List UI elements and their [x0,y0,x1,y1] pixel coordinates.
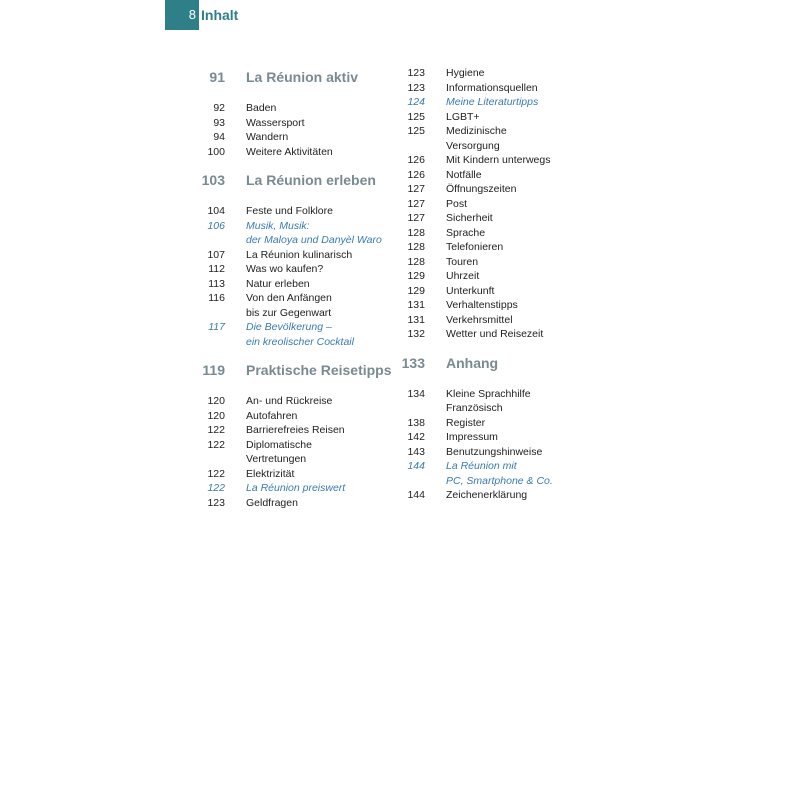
toc-feature-entry[interactable] [398,95,588,110]
toc-entry[interactable] [198,496,388,511]
toc-feature-entry[interactable] [198,481,388,496]
toc-feature-entry[interactable] [198,335,388,350]
toc-entry-title: Unterkunft [446,284,495,297]
toc-feature-entry[interactable] [398,459,588,474]
toc-feature-entry[interactable] [198,233,388,248]
toc-page-number: 120 [207,395,225,407]
toc-entry[interactable] [198,409,388,424]
toc-page-number: 122 [207,467,225,480]
toc-section-heading[interactable] [398,354,588,373]
toc-entry[interactable] [398,401,588,416]
toc-entry-title: Von den Anfängen [246,292,332,304]
toc-entry-title: Post [446,197,468,210]
toc-page-number [198,452,225,467]
toc-entry[interactable] [398,416,588,431]
toc-page-number: 144 [407,460,425,472]
toc-page-number: 144 [407,489,425,501]
toc-right-column [398,66,588,503]
toc-page-number: 128 [407,226,425,239]
page-number: 8 [188,7,196,22]
toc-page-number: 126 [407,154,425,166]
toc-page-number: 123 [407,81,425,94]
toc-entry-title: Touren [446,255,479,268]
toc-entry-title: Hygiene [446,67,485,79]
toc-entry[interactable] [198,467,388,482]
toc-page-number [398,139,425,154]
toc-entry-title: Musik, Musik: [246,219,310,232]
toc-entry-title: Barrierefreies Reisen [246,424,345,436]
toc-entry-title: LGBT+ [446,110,480,123]
toc-page-number: 112 [208,263,225,275]
toc-entry-title: Sicherheit [446,212,493,224]
toc-page-number: 107 [207,248,225,261]
toc-page-number: 123 [207,496,225,509]
toc-entry[interactable] [398,269,588,284]
toc-entry-title: Vertretungen [246,453,307,465]
toc-page-number: 106 [207,219,225,232]
toc-entry-title: Register [446,416,486,429]
toc-entry-title: Benutzungshinweise [446,445,543,458]
toc-entry[interactable] [198,452,388,467]
toc-page-number: 127 [407,212,425,224]
toc-entry-title: Meine Literaturtipps [446,96,539,108]
toc-page-number: 129 [407,284,425,297]
toc-page-number [198,335,225,350]
toc-page-number: 129 [407,270,425,282]
toc-page-number: 124 [407,96,425,108]
toc-section-heading[interactable] [198,361,392,380]
page-number-tab [165,0,199,30]
toc-entry-title: Informationsquellen [446,81,538,94]
toc-entry[interactable] [198,101,388,116]
toc-page-number: 123 [407,67,425,79]
toc-entry-title: Baden [246,102,277,114]
toc-entry-title: der Maloya und Danyèl Waro [246,234,382,246]
toc-entry-title: Elektrizität [246,467,295,480]
toc-page-number: 120 [207,409,225,422]
toc-entry[interactable] [398,124,588,139]
toc-entry[interactable] [398,255,588,270]
toc-entry-title: Wassersport [246,116,305,129]
toc-entry-title: La Réunion erleben [246,172,376,188]
toc-page-number: 94 [213,131,225,143]
toc-page-number: 122 [207,482,225,494]
toc-entry[interactable] [198,262,388,277]
toc-page-number: 127 [407,183,425,195]
toc-page-number: 133 [401,354,425,371]
toc-entry[interactable] [198,145,388,160]
toc-page-number: 134 [407,387,425,400]
toc-entry[interactable] [198,394,388,409]
toc-feature-entry[interactable] [198,219,388,234]
toc-entry[interactable] [398,182,588,197]
toc-entry[interactable] [398,139,588,154]
toc-entry[interactable] [398,445,588,460]
toc-entry-title: Geldfragen [246,496,298,509]
toc-entry[interactable] [198,423,388,438]
toc-entry[interactable] [398,81,588,96]
toc-entry-title: Öffnungszeiten [446,183,517,195]
toc-entry-title: La Réunion preiswert [246,482,346,494]
toc-left-column [198,66,392,510]
toc-entry[interactable] [398,211,588,226]
toc-entry[interactable] [398,168,588,183]
toc-entry[interactable] [198,130,388,145]
toc-entry-title: Notfälle [446,168,482,181]
toc-entry-title: Medizinische [446,125,507,137]
toc-page-number: 131 [407,299,425,311]
toc-page-number: 116 [208,292,225,304]
toc-feature-entry[interactable] [198,320,388,335]
toc-entry-title: Zeichenerklärung [446,489,528,501]
toc-page-number: 93 [213,116,225,129]
toc-page-number [398,474,425,489]
toc-page-number: 122 [207,438,225,451]
toc-entry[interactable] [398,110,588,125]
page-title: Inhalt [201,7,239,23]
toc-page-number: 100 [207,145,225,158]
toc-entry[interactable] [398,284,588,299]
toc-entry-title: Diplomatische [246,438,312,451]
toc-section-heading[interactable] [198,68,388,87]
toc-entry-title: Feste und Folklore [246,205,333,217]
toc-entry-title: La Réunion aktiv [246,69,359,85]
toc-entry-title: Impressum [446,431,498,443]
toc-entry[interactable] [398,66,588,81]
toc-entry[interactable] [198,277,388,292]
toc-page-number: 125 [407,110,425,123]
toc-entry-title: Natur erleben [246,277,310,290]
toc-entry[interactable] [198,248,388,263]
toc-entry-title: Versorgung [446,139,500,152]
toc-entry-title: Praktische Reisetipps [246,362,392,378]
toc-entry-title: Verhaltenstipps [446,299,518,311]
toc-page-number: 128 [407,255,425,268]
toc-page-number: 103 [201,172,225,188]
toc-entry-title: Die Bevölkerung – [246,321,332,333]
toc-entry[interactable] [198,204,388,219]
toc-entry[interactable] [398,298,588,313]
toc-entry[interactable] [198,116,388,131]
toc-page-number: 143 [407,445,425,458]
toc-page-number: 104 [207,205,225,217]
toc-entry-title: Anhang [446,354,499,371]
toc-page-number [398,401,425,416]
toc-page-number: 125 [407,125,425,137]
toc-page-number: 113 [208,277,225,290]
toc-entry-title: Wandern [246,131,289,143]
toc-page-number: 138 [407,416,425,429]
toc-page-number: 92 [213,102,225,114]
toc-entry-title: PC, Smartphone & Co. [446,474,553,487]
toc-entry[interactable] [398,488,588,503]
toc-entry[interactable] [398,430,588,445]
toc-entry-title: Kleine Sprachhilfe [446,387,531,400]
toc-page-number: 131 [407,313,425,326]
toc-entry-title: Weitere Aktivitäten [246,145,333,158]
toc-entry-title: bis zur Gegenwart [246,306,332,319]
toc-entry-title: La Réunion kulinarisch [246,248,353,261]
toc-entry-title: Sprache [446,226,486,239]
toc-entry-title: La Réunion mit [446,460,517,472]
toc-feature-entry[interactable] [398,474,588,489]
toc-page-number: 127 [407,197,425,210]
toc-page-number [198,306,225,321]
toc-page-number: 117 [208,321,225,333]
toc-page-number: 142 [407,431,425,443]
toc-entry-title: Was wo kaufen? [246,263,324,275]
toc-entry-title: Mit Kindern unterwegs [446,154,551,166]
toc-entry-title: An- und Rückreise [246,395,333,407]
toc-page-number: 128 [407,241,425,253]
toc-entry[interactable] [198,306,388,321]
toc-page-number: 91 [209,69,225,85]
toc-entry-title: Uhrzeit [446,270,480,282]
toc-entry[interactable] [398,153,588,168]
toc-entry-title: Verkehrsmittel [446,313,513,326]
toc-page-number: 126 [407,168,425,181]
toc-section-heading[interactable] [198,171,388,190]
toc-entry[interactable] [398,327,588,342]
toc-entry[interactable] [398,197,588,212]
toc-entry[interactable] [398,226,588,241]
toc-entry-title: ein kreolischer Cocktail [246,335,354,348]
toc-entry-title: Telefonieren [446,241,504,253]
toc-entry[interactable] [198,291,388,306]
toc-entry-title: Wetter und Reisezeit [446,328,544,340]
toc-entry[interactable] [398,313,588,328]
toc-entry[interactable] [398,387,588,402]
toc-page-number: 122 [207,424,225,436]
toc-page-number: 132 [407,328,425,340]
toc-page-number [198,233,225,248]
toc-entry[interactable] [398,240,588,255]
toc-entry[interactable] [198,438,388,453]
toc-entry-title: Französisch [446,402,503,414]
toc-page-number: 119 [202,362,225,378]
toc-entry-title: Autofahren [246,409,298,422]
